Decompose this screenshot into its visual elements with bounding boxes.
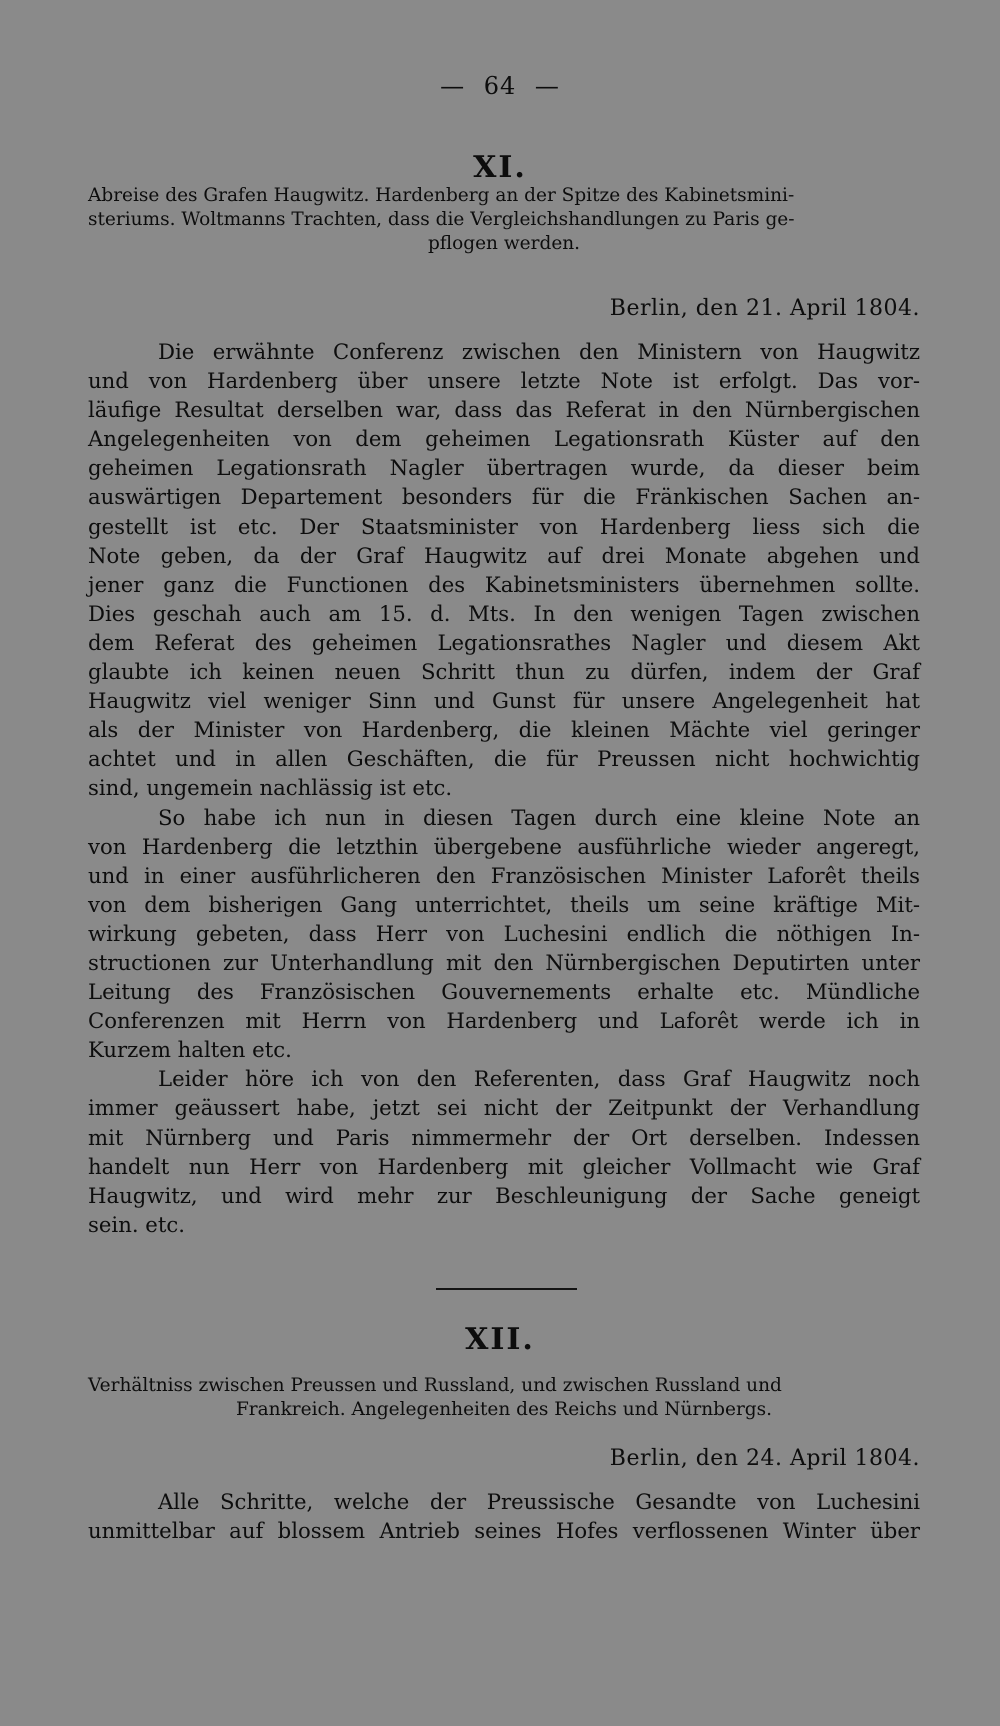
section-heading-xi: XI. <box>473 150 527 185</box>
text-line: und von Hardenberg über unsere letzte Note ist erfolgt. Das vor- <box>88 368 920 394</box>
text-line: unmittelbar auf blossem Antrieb seines Hofes verflossenen Winter über <box>88 1518 920 1544</box>
text-line: gestellt ist etc. Der Staatsminister von Hardenberg liess sich die <box>88 513 920 539</box>
section-divider-rule <box>436 1288 577 1290</box>
text-line: achtet und in allen Geschäften, die für Preussen nicht hochwichtig <box>88 746 920 772</box>
summary-line: Verhältniss zwischen Preussen und Russland, und zwischen Russland und <box>88 1375 782 1396</box>
text-line: sein. etc. <box>88 1211 185 1237</box>
text-line: und in einer ausführlicheren den Französischen Minister Laforêt theils <box>88 862 920 888</box>
text-line: Haugwitz viel weniger Sinn und Gunst für unsere Angelegenheit hat <box>88 688 920 714</box>
section-summary-xii <box>88 1374 920 1422</box>
text-line: dem Referat des geheimen Legationsrathes Nagler und diesem Akt <box>88 629 920 655</box>
text-line: immer geäussert habe, jetzt sei nicht der Zeitpunkt der Verhandlung <box>88 1095 920 1121</box>
text-line: Conferenzen mit Herrn von Hardenberg und Laforêt werde ich in <box>88 1008 920 1034</box>
text-line: handelt nun Herr von Hardenberg mit gleicher Vollmacht wie Graf <box>88 1153 920 1179</box>
text-line: wirkung gebeten, dass Herr von Luchesini endlich die nöthigen In- <box>88 920 920 946</box>
text-line: jener ganz die Functionen des Kabinetsministers übernehmen sollte. <box>88 571 920 597</box>
text-line: Dies geschah auch am 15. d. Mts. In den wenigen Tagen zwischen <box>88 600 920 626</box>
text-line: läufige Resultat derselben war, dass das Referat in den Nürnbergischen <box>88 397 920 423</box>
text-line: von Hardenberg die letzthin übergebene ausführliche wieder angeregt, <box>88 833 920 859</box>
text-line: So habe ich nun in diesen Tagen durch eine kleine Note an <box>158 804 920 830</box>
text-line: glaubte ich keinen neuen Schritt thun zu dürfen, indem der Graf <box>88 659 920 685</box>
section-heading-xii: XII. <box>465 1322 535 1357</box>
text-line: Haugwitz, und wird mehr zur Beschleunigung der Sache geneigt <box>88 1182 920 1208</box>
dateline-xii: Berlin, den 24. April 1804. <box>609 1446 920 1471</box>
text-line: Angelegenheiten von dem geheimen Legationsrath Küster auf den <box>88 426 920 452</box>
section-body-xi <box>88 337 920 1239</box>
text-line: Note geben, da der Graf Haugwitz auf drei Monate abgehen und <box>88 542 920 568</box>
text-line: mit Nürnberg und Paris nimmermehr der Ort derselben. Indessen <box>88 1124 920 1150</box>
section-summary-xi <box>88 184 920 256</box>
summary-line: pflogen werden. <box>427 233 581 254</box>
text-line: sind, ungemein nachlässig ist etc. <box>88 775 453 801</box>
summary-line: Frankreich. Angelegenheiten des Reichs und Nürnbergs. <box>235 1399 773 1420</box>
text-line: von dem bisherigen Gang unterrichtet, theils um seine kräftige Mit- <box>88 891 920 917</box>
text-line: Leitung des Französischen Gouvernements erhalte etc. Mündliche <box>88 979 920 1005</box>
text-line: als der Minister von Hardenberg, die kleinen Mächte viel geringer <box>88 717 920 743</box>
text-line: Leider höre ich von den Referenten, dass Graf Haugwitz noch <box>158 1066 920 1092</box>
page-number: — 64 — <box>440 72 560 100</box>
summary-line: steriums. Woltmanns Trachten, dass die Vergleichshandlungen zu Paris ge- <box>88 209 795 230</box>
text-line: Kurzem halten etc. <box>88 1037 292 1063</box>
dateline-xi: Berlin, den 21. April 1804. <box>609 296 920 321</box>
summary-line: Abreise des Grafen Haugwitz. Hardenberg an der Spitze des Kabinetsmini- <box>88 185 795 206</box>
text-line: structionen zur Unterhandlung mit den Nürnbergischen Deputirten unter <box>88 949 920 975</box>
text-line: Die erwähnte Conferenz zwischen den Ministern von Haugwitz <box>158 339 920 364</box>
section-body-xii <box>88 1487 920 1545</box>
text-line: Alle Schritte, welche der Preussische Gesandte von Luchesini <box>158 1489 920 1514</box>
text-line: geheimen Legationsrath Nagler übertragen wurde, da dieser beim <box>88 455 920 481</box>
text-line: auswärtigen Departement besonders für die Fränkischen Sachen an- <box>88 484 920 510</box>
